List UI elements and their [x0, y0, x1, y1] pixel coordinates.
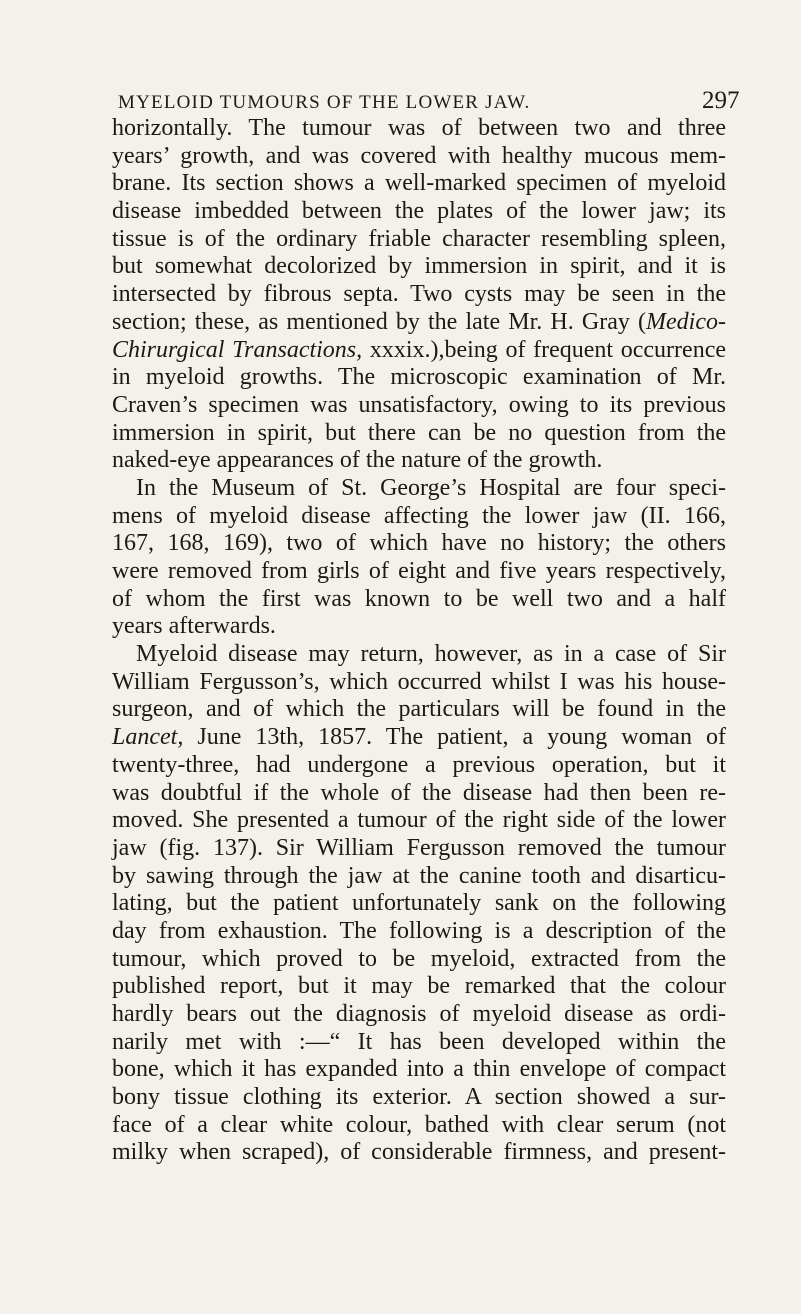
text-run: tumour, which proved to be myeloid, extracted from the [112, 945, 726, 972]
text-line [112, 503, 726, 531]
text-line [112, 253, 726, 281]
text-run: Craven’s specimen was unsatisfactory, owing to its previous [112, 391, 726, 418]
text-run: William Fergusson’s, which occurred whilst I was his house- [112, 668, 726, 695]
text-run: intersected by fibrous septa. Two cysts may be seen in the [112, 281, 726, 308]
text-run: June 13th, 1857. The patient, a young woman of [183, 724, 726, 751]
text-run: narily met with :—“ It has been developed within the [112, 1028, 726, 1055]
text-line [112, 530, 726, 558]
text-line [112, 973, 726, 1001]
text-run: moved. She presented a tumour of the right side of the lower [112, 807, 726, 834]
text-run: but somewhat decolorized by immersion in spirit, and it is [112, 253, 726, 280]
text-run: milky when scraped), of considerable firmness, and present- [112, 1139, 726, 1166]
text-line [112, 752, 726, 780]
text-run: surgeon, and of which the particulars will be found in the [112, 696, 726, 723]
text-line [112, 198, 726, 226]
text-run: immersion in spirit, but there can be no question from the [112, 419, 726, 446]
text-line [112, 420, 726, 448]
text-line [112, 696, 726, 724]
text-line [112, 1112, 726, 1140]
text-run: jaw (fig. 137). Sir William Fergusson removed the tumour [112, 834, 726, 861]
text-run: hardly bears out the diagnosis of myeloid disease as ordi- [112, 1001, 726, 1027]
italic-run: Lancet, [112, 724, 184, 751]
text-line [112, 115, 726, 143]
body-text [112, 115, 726, 1167]
text-run: in myeloid growths. The microscopic examination of Mr. [112, 364, 726, 391]
text-run: of whom the first was known to be well two and a half [112, 585, 726, 612]
text-run: In the Museum of St. George’s Hospital are four speci- [136, 474, 726, 501]
text-line [112, 558, 726, 586]
text-line [112, 337, 726, 365]
text-line [112, 780, 726, 808]
text-line [112, 1056, 726, 1084]
text-line [112, 143, 726, 171]
text-run: twenty-three, had undergone a previous operation, but it [112, 751, 726, 778]
text-run: bony tissue clothing its exterior. A section showed a sur- [112, 1084, 726, 1111]
text-run: published report, but it may be remarked that the colour [112, 973, 726, 1000]
text-run: 167, 168, 169), two of which have no history; the others [112, 530, 726, 557]
text-run: years afterwards. [112, 613, 276, 640]
running-title: MYELOID TUMOURS OF THE LOWER JAW. [118, 92, 531, 113]
text-run: section; these, as mentioned by the late Mr. H. Gray ( [112, 308, 647, 335]
text-line [112, 669, 726, 697]
text-line [112, 724, 726, 752]
text-run: by sawing through the jaw at the canine tooth and disarticu- [112, 862, 726, 889]
text-run: brane. Its section shows a well-marked specimen of myeloid [112, 170, 726, 197]
text-line [112, 447, 726, 475]
text-run: Myeloid disease may return, however, as in a case of Sir [136, 641, 726, 668]
italic-run: Medico- [646, 308, 726, 335]
text-line [112, 392, 726, 420]
text-line [112, 918, 726, 946]
text-run: bone, which it has expanded into a thin envelope of compact [112, 1056, 726, 1083]
text-run: face of a clear white colour, bathed with clear serum (not [112, 1111, 726, 1138]
text-line [112, 863, 726, 891]
italic-run: Chirurgical Transactions, [112, 336, 363, 363]
text-run: naked-eye appearances of the nature of the growth. [112, 447, 603, 474]
text-run: day from exhaustion. The following is a description of the [112, 917, 726, 944]
text-run: years’ growth, and was covered with healthy mucous mem- [112, 142, 726, 169]
text-line [112, 226, 726, 254]
text-line [112, 364, 726, 392]
text-run: mens of myeloid disease affecting the lower jaw (II. 166, [112, 502, 726, 529]
text-line [112, 309, 726, 337]
text-run: tissue is of the ordinary friable character resembling spleen, [112, 225, 726, 252]
text-line [112, 1029, 726, 1057]
text-run: xxxix.),being of frequent occurrence [362, 336, 726, 363]
text-run: lating, but the patient unfortunately sank on the following [112, 890, 726, 917]
text-run: was doubtful if the whole of the disease had then been re- [112, 779, 726, 806]
text-line [112, 807, 726, 835]
text-line [112, 475, 726, 503]
text-line [112, 170, 726, 198]
text-run: horizontally. The tumour was of between two and three [112, 115, 726, 141]
text-line [112, 281, 726, 309]
text-line [112, 890, 726, 918]
text-line [112, 835, 726, 863]
text-line [112, 613, 726, 641]
text-line [112, 641, 726, 669]
text-line [112, 1084, 726, 1112]
text-line [112, 586, 726, 614]
text-run: were removed from girls of eight and five years respectively, [112, 558, 726, 584]
text-run: disease imbedded between the plates of the lower jaw; its [112, 198, 726, 225]
page-number: 297 [702, 87, 740, 114]
text-line [112, 946, 726, 974]
text-line [112, 1139, 726, 1167]
text-line [112, 1001, 726, 1029]
